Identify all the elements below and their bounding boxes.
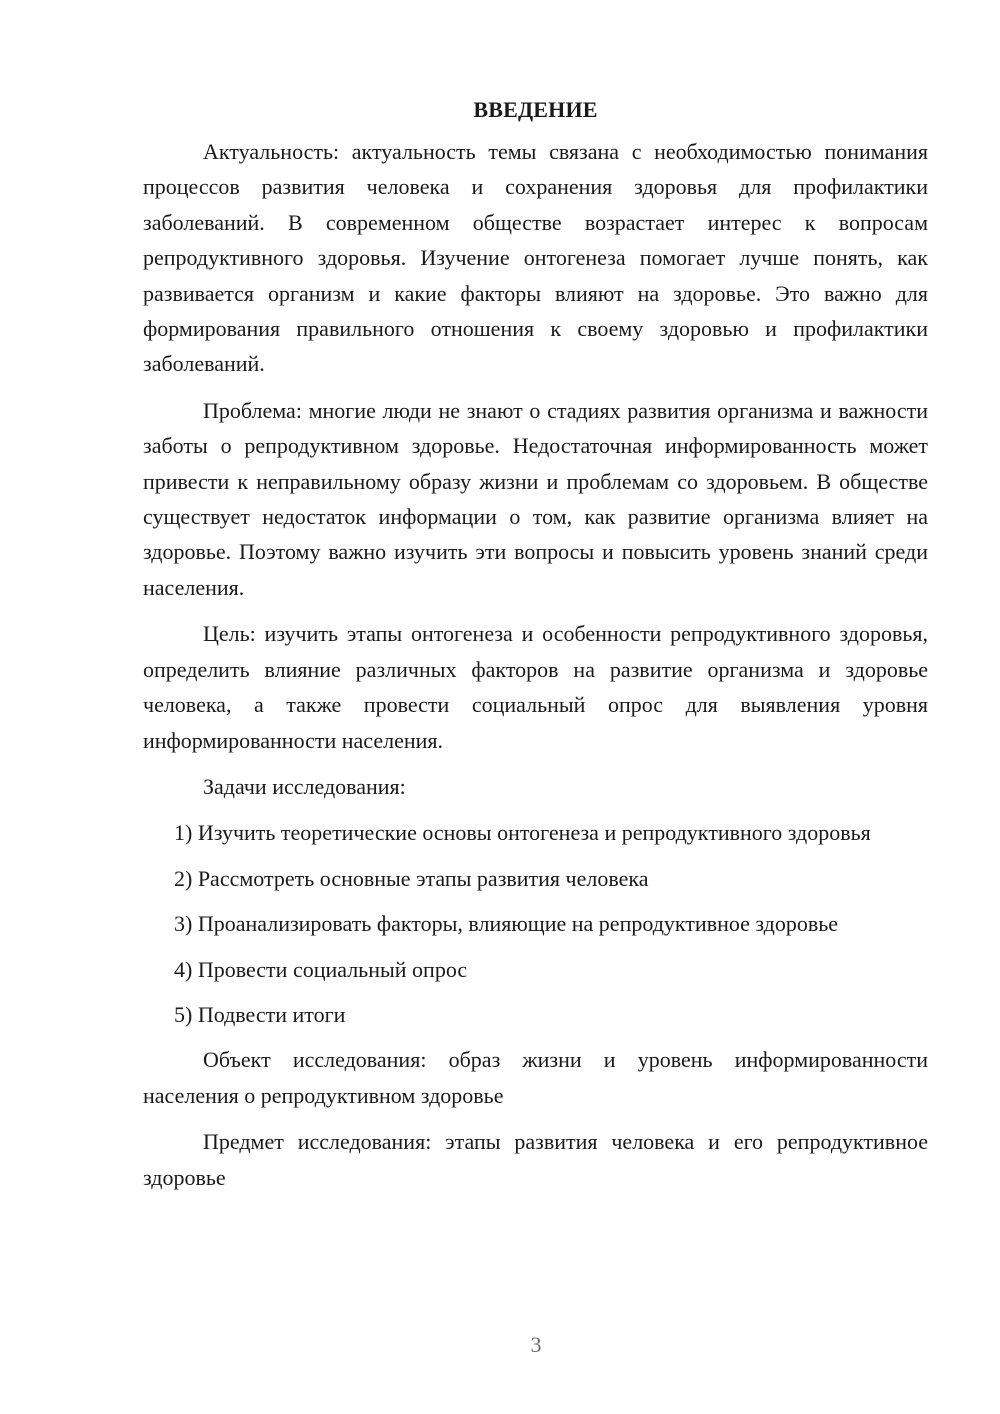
paragraph-problem: Проблема: многие люди не знают о стадиях развития организма и важности заботы о репродуктивном здоровье. Недостаточная информированность может привести к неправильному образу жизни и проблемам со здоровьем. В обществе существует недостаток информации о том, как развитие организма влияет на здоровье. Поэтому важно изучить эти вопросы и повысить уровень знаний среди населения.	[143, 397, 928, 600]
paragraph-subject: Предмет исследования: этапы развития человека и его репродуктивное здоровье	[143, 1129, 928, 1190]
task-item-5: 5) Подвести итоги	[174, 1001, 346, 1027]
tasks-heading: Задачи исследования:	[203, 773, 406, 799]
document-body	[143, 96, 928, 1206]
page-number: 3	[530, 1332, 542, 1357]
task-item-1: 1) Изучить теоретические основы онтогенеза и репродуктивного здоровья	[174, 820, 871, 846]
paragraph-object: Объект исследования: образ жизни и уровень информированности населения о репродуктивном здоровье	[143, 1047, 928, 1108]
task-item-2: 2) Рассмотреть основные этапы развития человека	[174, 865, 649, 891]
task-item-4: 4) Провести социальный опрос	[174, 956, 468, 982]
task-item-3: 3) Проанализировать факторы, влияющие на репродуктивное здоровье	[174, 911, 839, 937]
paragraph-goal: Цель: изучить этапы онтогенеза и особенности репродуктивного здоровья, определить влияние различных факторов на развитие организма и здоровье человека, а также провести социальный опрос для выявления уровня информированности населения.	[143, 621, 928, 753]
page-title: ВВЕДЕНИЕ	[473, 97, 598, 122]
paragraph-relevance: Актуальность: актуальность темы связана с необходимостью понимания процессов развития человека и сохранения здоровья для профилактики заболеваний. В современном обществе возрастает интерес к вопросам репродуктивного здоровья. Изучение онтогенеза помогает лучше понять, как развивается организм и какие факторы влияют на здоровье. Это важно для формирования правильного отношения к своему здоровью и профилактики заболеваний.	[143, 139, 928, 377]
